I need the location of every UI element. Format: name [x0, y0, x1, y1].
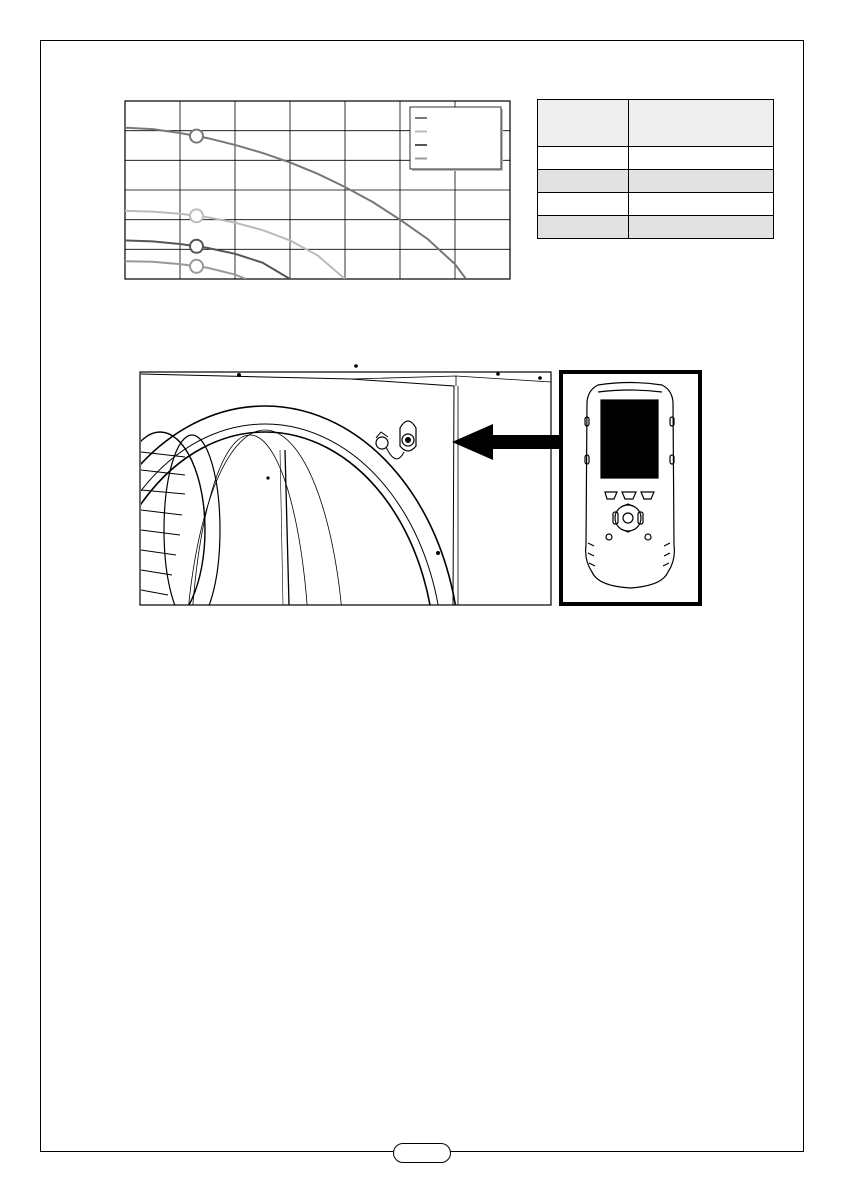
page-number-tab — [393, 1143, 451, 1163]
arrow-left-icon — [452, 424, 560, 460]
handheld-meter-icon — [585, 383, 674, 589]
fan-unit-drawing — [70, 364, 551, 620]
